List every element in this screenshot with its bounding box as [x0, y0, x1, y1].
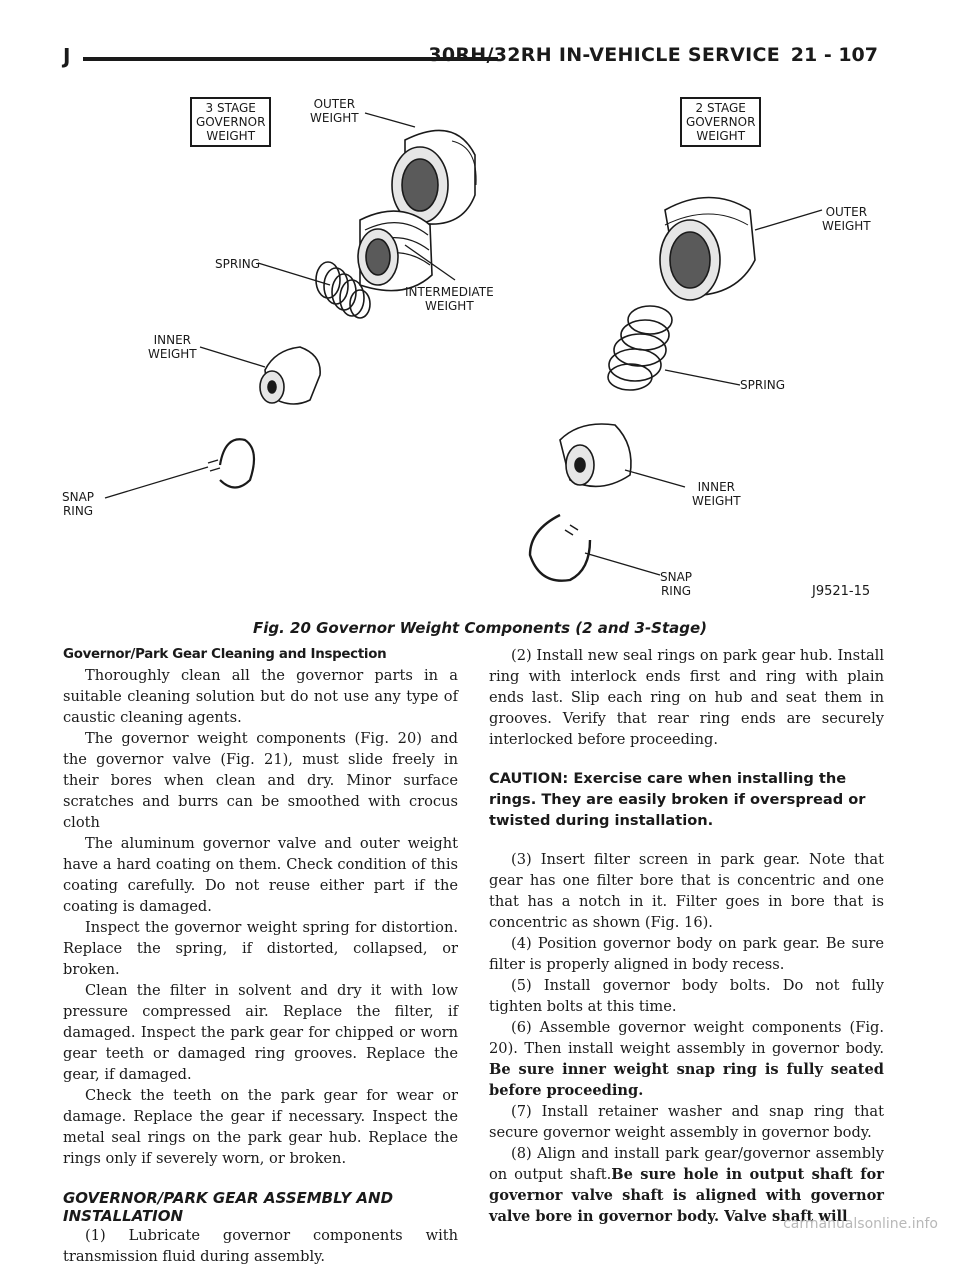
label-2-stage-governor-weight: 2 STAGE GOVERNOR WEIGHT — [680, 97, 761, 147]
label-outer-weight-left: OUTER WEIGHT — [310, 97, 359, 125]
left-paragraph-6: Check the teeth on the park gear for wear or damage. Replace the gear if necessary. Inspect the metal seal rings on the park gear hub. Replace the rings only if severely worn, or broken. — [63, 1087, 458, 1167]
left-paragraph-4: Inspect the governor weight spring for distortion. Replace the spring, if distorted, collapsed, or broken. — [63, 919, 458, 978]
outer-weight-left-drawing — [392, 130, 476, 224]
figure-governor-weights — [60, 85, 900, 610]
label-intermediate-weight: INTERMEDIATE WEIGHT — [405, 285, 494, 313]
step-8-text: (8) Align and install park gear/governor assembly on output shaft. — [489, 1145, 884, 1183]
step-8-bold-note: Be sure hole in output shaft for governor valve shaft is aligned with governor valve bore in governor body. Valve shaft will — [489, 1166, 884, 1225]
right-step-3: (3) Insert filter screen in park gear. Note that gear has one filter bore that is concentric and one that has a notch in it. Filter goes in bore that is concentric as shown (Fig. 16). — [489, 851, 884, 931]
label-inner-weight-right: INNER WEIGHT — [692, 480, 741, 508]
header-letter: J — [63, 44, 71, 68]
left-step-1: (1) Lubricate governor components with transmission fluid during assembly. — [63, 1227, 458, 1265]
right-step-5: (5) Install governor body bolts. Do not fully tighten bolts at this time. — [489, 977, 884, 1015]
header-title: 30RH/32RH IN-VEHICLE SERVICE — [428, 44, 780, 66]
right-step-2: (2) Install new seal rings on park gear hub. Install ring with interlock ends first and ring with plain ends last. Slip each ring on hub and seat them in grooves. Verify that rear ring ends are securely interlocked before proceeding. — [489, 647, 884, 748]
left-paragraph-2: The governor weight components (Fig. 20) and the governor valve (Fig. 21), must slide freely in their bores when clean and dry. Minor surface scratches and burrs can be smoothed with crocus cloth — [63, 730, 458, 831]
left-paragraph-5: Clean the filter in solvent and dry it with low pressure compressed air. Replace the filter, if damaged. Inspect the park gear for chipped or worn gear teeth or damaged ring grooves. Replace the gear, if damaged. — [63, 982, 458, 1083]
step-6-bold-note: Be sure inner weight snap ring is fully seated before proceeding. — [489, 1061, 884, 1099]
caution-note: CAUTION: Exercise care when installing the rings. They are easily broken if overspread or twisted during installation. — [489, 770, 866, 829]
label-snap-ring-right: SNAP RING — [660, 570, 693, 598]
watermark: carmanualsonline.info — [783, 1216, 938, 1232]
right-step-4: (4) Position governor body on park gear. Be sure filter is properly aligned in body recess. — [489, 935, 884, 973]
step-6-text: (6) Assemble governor weight components (Fig. 20). Then install weight assembly in governor body. — [489, 1019, 884, 1057]
label-snap-ring-left: SNAP RING — [62, 490, 95, 518]
snap-ring-right-drawing — [530, 515, 590, 581]
label-inner-weight-left: INNER WEIGHT — [148, 333, 197, 361]
label-outer-weight-right: OUTER WEIGHT — [822, 205, 871, 233]
right-step-8 — [489, 1143, 884, 1227]
label-spring-left: SPRING — [215, 257, 261, 271]
right-step-6 — [489, 1017, 884, 1101]
page-header — [63, 44, 878, 74]
intermediate-weight-left-drawing — [358, 211, 432, 291]
spring-right-drawing — [608, 306, 672, 390]
page-number: 21 - 107 — [790, 44, 878, 66]
outer-weight-right-drawing — [660, 198, 755, 301]
left-paragraph-3: The aluminum governor valve and outer weight have a hard coating on them. Check condition of this coating carefully. Do not reuse either part if the coating is damaged. — [63, 835, 458, 915]
label-3-stage-governor-weight: 3 STAGE GOVERNOR WEIGHT — [190, 97, 271, 147]
inner-weight-left-drawing — [260, 347, 320, 404]
left-column — [63, 645, 458, 1267]
figure-id: J9521-15 — [812, 584, 871, 599]
inner-weight-right-drawing — [560, 424, 631, 486]
left-paragraph-1: Thoroughly clean all the governor parts in a suitable cleaning solution but do not use any type of caustic cleaning agents. — [63, 667, 458, 726]
figure-caption: Fig. 20 Governor Weight Components (2 and 3-Stage) — [252, 619, 708, 637]
snap-ring-left-drawing — [208, 439, 254, 487]
cleaning-subhead: Governor/Park Gear Cleaning and Inspection — [63, 647, 387, 662]
assembly-section-heading: GOVERNOR/PARK GEAR ASSEMBLY AND INSTALLATION — [63, 1189, 394, 1225]
right-column — [489, 645, 884, 1227]
right-step-7: (7) Install retainer washer and snap ring that secure governor weight assembly in governor body. — [489, 1103, 884, 1141]
label-spring-right: SPRING — [740, 378, 786, 392]
